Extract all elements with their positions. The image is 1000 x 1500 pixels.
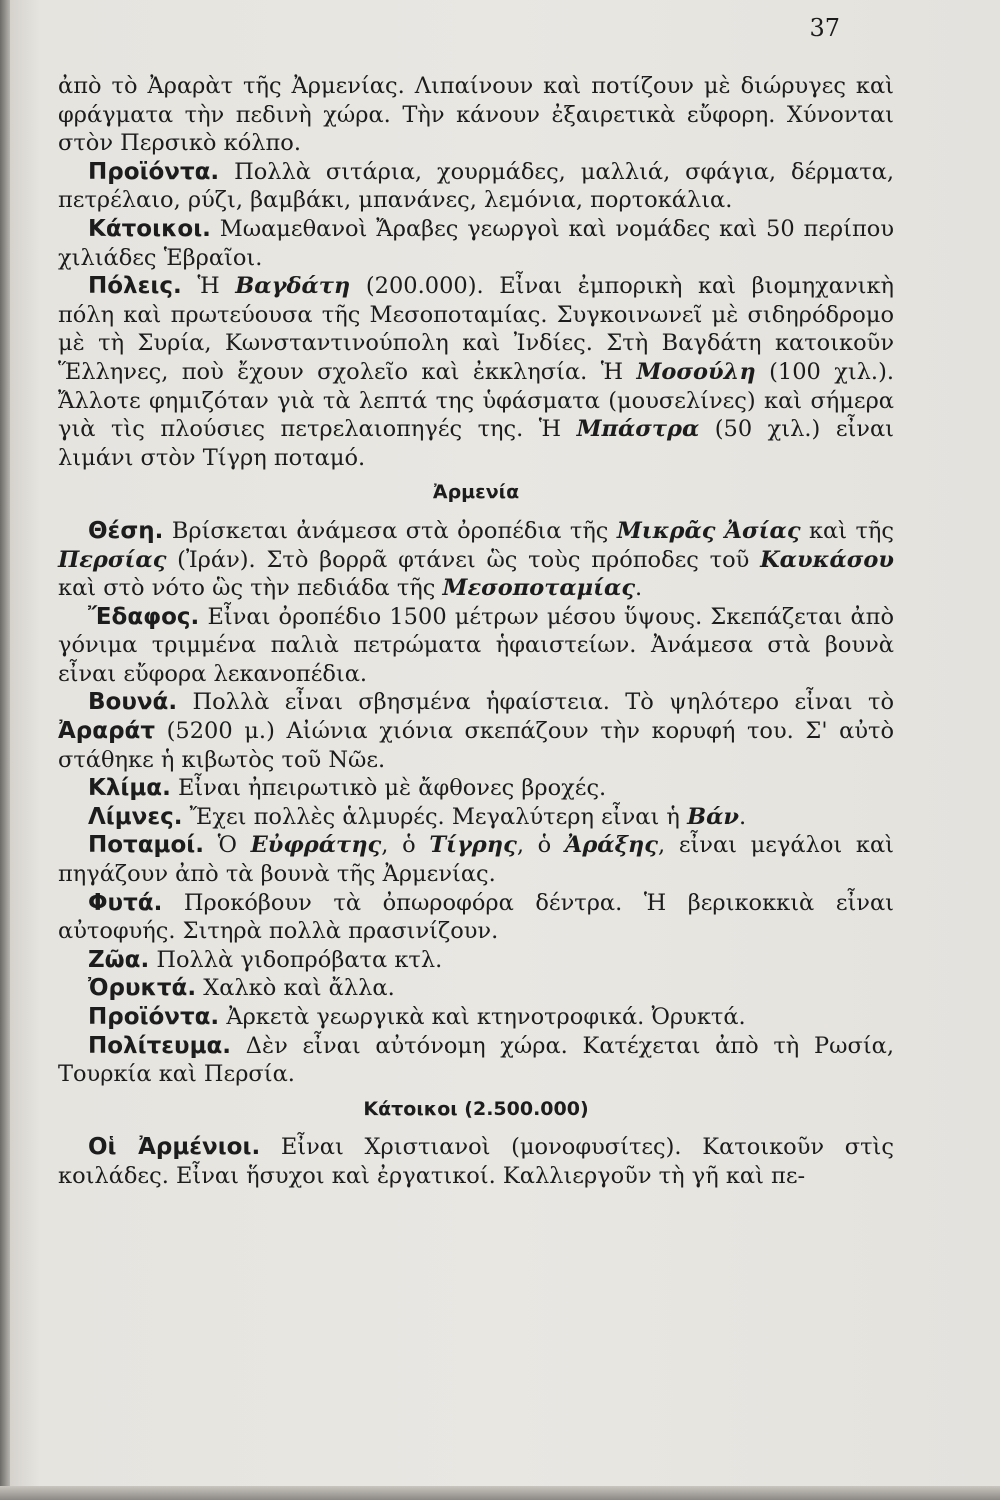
paragraph-text: Ἔχει πολλὲς ἁλμυρές. Μεγαλύτερη εἶναι ἡ — [182, 803, 688, 830]
paragraph-text: , ὁ — [516, 832, 565, 859]
section-heading: Πόλεις. — [88, 273, 182, 300]
section-title-inhabitants: Κάτοικοι (2.500.000) — [363, 1097, 589, 1120]
paragraph-inhabitants-mesopotamia — [58, 215, 894, 272]
paragraph-text: καὶ στὸ νότο ὣς τὴν πεδιάδα τῆς — [58, 575, 443, 602]
emphasis-mesopotamia: Μεσοποταμίας — [442, 575, 636, 602]
emphasis-persia: Περσίας — [58, 546, 167, 573]
paragraph-text: Εἶναι ἠπειρωτικὸ μὲ ἄφθονες βροχές. — [170, 775, 607, 802]
paragraph-terrain — [58, 603, 894, 689]
section-heading: Ὀρυκτά. — [88, 975, 197, 1002]
paragraph-text: Μωαμεθανοὶ Ἄραβες γεωργοὶ καὶ νομάδες καὶ 50 περίπου χιλιάδες Ἑβραῖοι. — [58, 215, 894, 271]
page-body — [58, 72, 894, 1191]
emphasis-asia-minor: Μικρᾶς Ἀσίας — [616, 517, 801, 544]
paragraph-rivers-armenia — [58, 831, 894, 888]
emphasis-ararat: Ἀραράτ — [58, 718, 156, 745]
section-heading: Κλίμα. — [88, 775, 171, 802]
section-heading: Θέση. — [88, 517, 164, 544]
emphasis-euphrates: Εὐφράτης — [250, 832, 382, 859]
paragraph-armenians — [58, 1133, 894, 1190]
emphasis-araxes: Ἀράξης — [564, 832, 658, 859]
section-heading: Προϊόντα. — [88, 1004, 220, 1030]
paragraph-text: (5200 μ.) Αἰώνια χιόνια σκεπάζουν τὴν κορυφή του. Σ' αὐτὸ στάθηκε ἡ κιβωτὸς τοῦ Νῶε. — [58, 718, 894, 773]
paragraph-text: ἀπὸ τὸ Ἀραρὰτ τῆς Ἀρμενίας. Λιπαίνουν καὶ ποτίζουν μὲ διώρυγες καὶ φράγματα τὴν πεδινὴ χώρα. Τὴν κάνουν ἐξαιρετικὰ εὔφορη. Χύνονται στὸν Περσικὸ κόλπο. — [58, 73, 894, 157]
paragraph-cities — [58, 272, 894, 472]
paragraph-text: Πολλὰ γιδοπρόβατα κτλ. — [149, 946, 443, 973]
paragraph-text: (200.000). Εἶναι ἐμπορικὴ καὶ βιομηχανικὴ πόλη καὶ πρωτεύουσα τῆς Μεσοποταμίας. Συγκοινωνεῖ μὲ σιδηρόδρομο μὲ τὴ Συρία, Κωνσταντινούπολη καὶ Ἰνδίες. Στὴ Βαγδάτη κατοικοῦν Ἕλληνες, ποὺ ἔχουν σχολεῖο καὶ ἐκκλησία. Ἡ — [58, 273, 894, 385]
section-heading: Ζῶα. — [88, 946, 150, 973]
section-heading: Κάτοικοι. — [88, 215, 211, 242]
paragraph-text: , ὁ — [381, 832, 430, 859]
paragraph-text: (Ἰράν). Στὸ βορρᾶ φτάνει ὣς τοὺς πρόποδες τοῦ — [166, 546, 761, 573]
paragraph-text: (50 χιλ.) εἶναι λιμάνι στὸν Τίγρη ποταμό. — [58, 416, 894, 471]
paragraph-position — [58, 517, 894, 603]
paragraph-text: Ἡ — [181, 273, 236, 300]
paragraph-text: Ἀρκετὰ γεωργικὰ καὶ κτηνοτροφικά. Ὀρυκτά. — [219, 1004, 746, 1030]
section-heading: Ποταμοί. — [88, 832, 204, 859]
paragraph-text: Δὲν εἶναι αὐτόνομη χώρα. Κατέχεται ἀπὸ τὴ Ρωσία, Τουρκία καὶ Περσία. — [58, 1032, 894, 1088]
emphasis-baghdad: Βαγδάτη — [235, 273, 351, 300]
paragraph-text: , εἶναι μεγάλοι καὶ πηγάζουν ἀπὸ τὰ βουνὰ τῆς Ἀρμενίας. — [58, 832, 894, 888]
emphasis-van: Βάν — [687, 803, 740, 830]
section-heading: Βουνά. — [88, 689, 178, 716]
paragraph-text: (100 χιλ.). Ἄλλοτε φημιζόταν γιὰ τὰ λεπτά της ὑφάσματα (μουσελίνες) καὶ σήμερα γιὰ τὶς πλούσιες πετρελαιοπηγές της. Ἡ — [58, 358, 895, 443]
paragraph-text: . — [635, 575, 643, 602]
emphasis-mosul: Μοσούλη — [636, 358, 756, 385]
section-heading: Οἱ Ἀρμένιοι. — [88, 1134, 261, 1161]
section-heading: Λίμνες. — [88, 803, 183, 830]
paragraph-government — [58, 1032, 894, 1089]
paragraph-plants — [58, 889, 894, 946]
emphasis-basra: Μπάστρα — [576, 416, 700, 443]
section-title-armenia: Ἀρμενία — [432, 481, 520, 504]
emphasis-caucasus: Καυκάσου — [760, 546, 894, 573]
paragraph-minerals — [58, 974, 894, 1003]
paragraph-lakes — [58, 803, 894, 832]
section-heading: Φυτά. — [88, 889, 163, 916]
paragraph-text: Πολλὰ εἶναι σβησμένα ἡφαίστεια. Τὸ ψηλότερο εἶναι τὸ — [177, 689, 894, 716]
paragraph-rivers — [58, 72, 894, 158]
section-heading: Πολίτευμα. — [88, 1032, 232, 1059]
emphasis-tigris: Τίγρης — [429, 832, 517, 859]
page-bottom-edge — [0, 1486, 1000, 1500]
paragraph-text: Εἶναι Χριστιανοὶ (μονοφυσίτες). Κατοικοῦν στὶς κοιλάδες. Εἶναι ἥσυχοι καὶ ἐργατικοί. Καλλιεργοῦν τὴ γῆ καὶ πε- — [58, 1134, 894, 1189]
paragraph-animals — [58, 946, 894, 975]
page-number: 37 — [809, 14, 840, 42]
section-heading: Προϊόντα. — [88, 158, 220, 185]
paragraph-text: Προκόβουν τὰ ὀπωροφόρα δέντρα. Ἡ βερικοκκιὰ εἶναι αὐτοφυής. Σιτηρὰ πολλὰ πρασινίζουν. — [58, 889, 894, 945]
paragraph-text: . — [739, 803, 747, 830]
paragraph-text: Ὁ — [203, 832, 251, 859]
paragraph-mountains — [58, 688, 894, 774]
paragraph-products-armenia — [58, 1003, 894, 1032]
paragraph-climate — [58, 774, 894, 803]
paragraph-products-mesopotamia — [58, 158, 894, 215]
paragraph-text: καὶ τῆς — [800, 517, 895, 544]
section-heading: Ἔδαφος. — [88, 603, 200, 630]
paragraph-text: Βρίσκεται ἀνάμεσα στὰ ὀροπέδια τῆς — [163, 517, 617, 544]
paragraph-text: Εἶναι ὀροπέδιο 1500 μέτρων μέσου ὕψους. Σκεπάζεται ἀπὸ γόνιμα τριμμένα παλιὰ πετρώματα ἡφαιστείων. Ἀνάμεσα στὰ βουνὰ εἶναι εὔφορα λεκανοπέδια. — [58, 603, 894, 687]
paragraph-text: Χαλκὸ καὶ ἄλλα. — [196, 975, 395, 1002]
page-edge-shadow — [0, 0, 10, 1500]
paragraph-text: Πολλὰ σιτάρια, χουρμάδες, μαλλιά, σφάγια, δέρματα, πετρέλαιο, ρύζι, βαμβάκι, μπανάνες, λεμόνια, πορτοκάλια. — [58, 158, 894, 214]
